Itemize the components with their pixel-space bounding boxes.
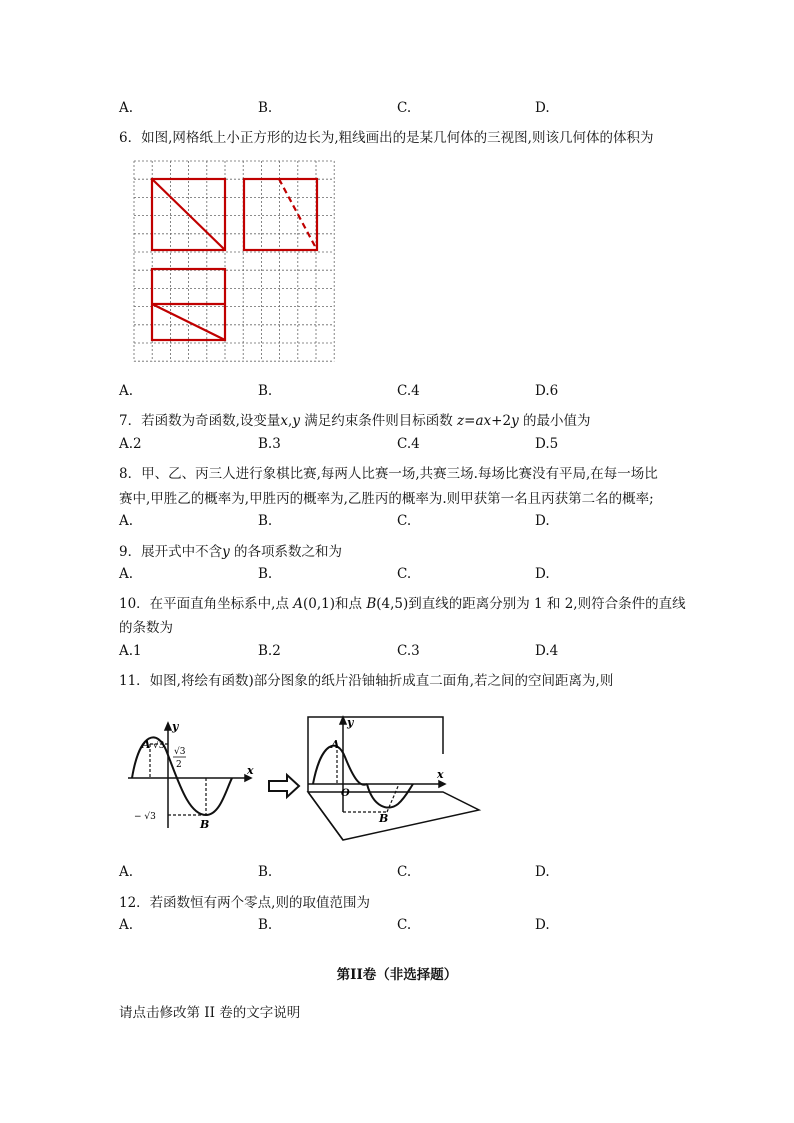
- q5-option-b: B.: [258, 100, 273, 116]
- fig1-label-neg-sqrt3: − √3: [134, 812, 156, 822]
- q11-option-b: B.: [258, 864, 273, 880]
- side-view: [244, 179, 317, 250]
- fig2-label-y: y: [347, 716, 354, 729]
- fig2-label-a: A: [331, 738, 340, 751]
- q9-option-d: D.: [535, 566, 550, 582]
- q9-option-b: B.: [258, 566, 273, 582]
- q11-option-d: D.: [535, 864, 550, 880]
- q10-option-b: B.2: [258, 643, 281, 659]
- q12-option-b: B.: [258, 917, 273, 933]
- fig2-label-o: O: [341, 788, 350, 799]
- q11-option-c: C.: [397, 864, 412, 880]
- q5-option-c: C.: [397, 100, 412, 116]
- q6-option-c: C.4: [397, 383, 420, 399]
- q12-option-a: A.: [119, 917, 134, 933]
- q7-option-b: B.3: [258, 436, 281, 452]
- q10-option-c: C.3: [397, 643, 420, 659]
- q8-option-a: A.: [119, 513, 134, 529]
- q10-stem-line2: 的条数为: [119, 620, 173, 636]
- fig1-label-y: y: [172, 720, 179, 733]
- fig2-label-b: B: [379, 812, 389, 825]
- fold-arrow-icon: [267, 774, 301, 798]
- q8-option-d: D.: [535, 513, 550, 529]
- fig1-label-a: A: [142, 738, 151, 751]
- q8-option-c: C.: [397, 513, 412, 529]
- q6-option-b: B.: [258, 383, 273, 399]
- fig2-label-x: x: [437, 768, 444, 781]
- q8-option-b: B.: [258, 513, 273, 529]
- q9-option-c: C.: [397, 566, 412, 582]
- q6-stem: 6．如图,网格纸上小正方形的边长为,粗线画出的是某几何体的三视图,则该几何体的体积为: [119, 130, 654, 146]
- q12-stem: 12．若函数恒有两个零点,则的取值范围为: [119, 895, 370, 911]
- fig1-label-sqrt3: √3: [153, 741, 165, 751]
- section-title: 第II卷（非选择题）: [336, 967, 458, 983]
- fig1-label-half-num: √3: [174, 747, 186, 757]
- q11-option-a: A.: [119, 864, 134, 880]
- q10-option-d: D.4: [535, 643, 559, 659]
- folded-paper-figure: [303, 712, 483, 847]
- q9-option-a: A.: [119, 566, 134, 582]
- q5-option-d: D.: [535, 100, 550, 116]
- q7-option-c: C.4: [397, 436, 420, 452]
- three-view-figure: [130, 158, 340, 363]
- q12-option-d: D.: [535, 917, 550, 933]
- sine-graph-figure: [120, 720, 260, 830]
- q8-stem-line1: 8．甲、乙、丙三人进行象棋比赛,每两人比赛一场,共赛三场.每场比赛没有平局,在每一场比: [119, 466, 658, 482]
- section-note[interactable]: 请点击修改第 II 卷的文字说明: [119, 1005, 301, 1021]
- q8-stem-line2: 赛中,甲胜乙的概率为,甲胜丙的概率为,乙胜丙的概率为.则甲获第一名且丙获第二名的概率;: [119, 491, 654, 507]
- fig1-label-x: x: [247, 764, 254, 777]
- q10-option-a: A.1: [119, 643, 142, 659]
- q7-option-a: A.2: [119, 436, 142, 452]
- q7-stem: 7．若函数为奇函数,设变量x,y 满足约束条件则目标函数 z=ax+2y 的最小值为: [119, 413, 591, 429]
- fig1-label-half-den: 2: [176, 760, 182, 770]
- q6-option-d: D.6: [535, 383, 559, 399]
- q9-stem: 9．展开式中不含y 的各项系数之和为: [119, 544, 343, 560]
- fig1-label-b: B: [200, 818, 210, 831]
- q6-option-a: A.: [119, 383, 134, 399]
- q12-option-c: C.: [397, 917, 412, 933]
- q7-option-d: D.5: [535, 436, 559, 452]
- q11-stem: 11．如图,将绘有函数)部分图象的纸片沿铀轴折成直二面角,若之间的空间距离为,则: [119, 673, 614, 689]
- q5-option-a: A.: [119, 100, 134, 116]
- q10-stem-line1: 10．在平面直角坐标系中,点 A(0,1)和点 B(4,5)到直线的距离分别为 1 和 2,则符合条件的直线: [119, 596, 686, 612]
